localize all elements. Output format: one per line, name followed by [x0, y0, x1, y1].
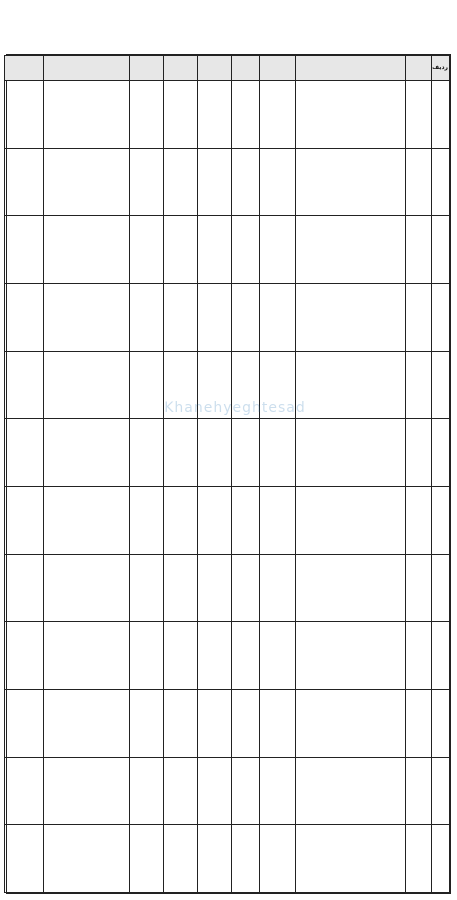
table-cell [260, 283, 296, 351]
table-cell [406, 622, 432, 690]
table-cell [44, 622, 130, 690]
table-cell [406, 148, 432, 216]
cell-text [165, 150, 196, 215]
cell-text [131, 82, 162, 147]
table-cell [198, 622, 232, 690]
table-cell [198, 81, 232, 149]
cell-text [131, 420, 162, 485]
table-cell [130, 283, 164, 351]
cell-text [407, 759, 430, 824]
cell-text [407, 82, 430, 147]
cell-text [261, 150, 294, 215]
column-header [198, 56, 232, 81]
table-cell [130, 81, 164, 149]
table-cell [296, 283, 406, 351]
table-cell [232, 757, 260, 825]
table-cell [130, 689, 164, 757]
cell-text [165, 217, 196, 282]
cell-text [433, 150, 448, 215]
table-cell [44, 81, 130, 149]
cell-text [45, 82, 128, 147]
cell-text [6, 82, 42, 147]
cell-text [261, 217, 294, 282]
table-row [5, 689, 450, 757]
cell-text [433, 759, 448, 824]
table-row [5, 486, 450, 554]
cell-text [407, 488, 430, 553]
table-cell [44, 825, 130, 893]
table-cell [432, 283, 450, 351]
table-cell [44, 419, 130, 487]
cell-text [297, 353, 404, 418]
table-cell [260, 689, 296, 757]
cell-text [45, 623, 128, 688]
table-cell [432, 148, 450, 216]
cell-text [131, 150, 162, 215]
table-cell [406, 419, 432, 487]
table-cell [232, 622, 260, 690]
cell-text [199, 488, 230, 553]
cell-text [131, 285, 162, 350]
table-cell [44, 689, 130, 757]
cell-text [6, 353, 42, 418]
table-cell [198, 486, 232, 554]
table-cell [232, 554, 260, 622]
cell-text [165, 285, 196, 350]
cell-text [6, 759, 42, 824]
cell-text [45, 691, 128, 756]
table-cell [406, 81, 432, 149]
cell-text [261, 623, 294, 688]
cell-text [199, 623, 230, 688]
cell-text [261, 826, 294, 891]
cell-text [233, 623, 258, 688]
cell-text [131, 556, 162, 621]
table-cell [432, 757, 450, 825]
table-cell [5, 689, 44, 757]
cell-text [297, 82, 404, 147]
cell-text [261, 420, 294, 485]
cell-text [165, 826, 196, 891]
cell-text [199, 217, 230, 282]
table-cell [296, 486, 406, 554]
cell-text [233, 826, 258, 891]
column-header: ردیف [432, 56, 450, 81]
cell-text [6, 150, 42, 215]
watermark-latin: Khanehyeghtesad [164, 400, 306, 416]
table-cell [432, 689, 450, 757]
table-cell [198, 419, 232, 487]
cell-text [165, 353, 196, 418]
cell-text [407, 623, 430, 688]
table-cell [5, 81, 44, 149]
cell-text [165, 420, 196, 485]
table-cell [432, 825, 450, 893]
document-subtitle-1 [0, 14, 457, 23]
table-row [5, 825, 450, 893]
cell-text [131, 759, 162, 824]
table-cell [5, 148, 44, 216]
table-cell [164, 486, 198, 554]
table-cell [406, 757, 432, 825]
cell-text [199, 556, 230, 621]
cell-text [261, 353, 294, 418]
table-cell [130, 486, 164, 554]
cell-text [233, 285, 258, 350]
cell-text [433, 691, 448, 756]
cell-text [261, 488, 294, 553]
table-cell [198, 283, 232, 351]
cell-text [45, 826, 128, 891]
cell-text [433, 556, 448, 621]
table-cell [260, 216, 296, 284]
cell-text [261, 556, 294, 621]
cell-text [233, 420, 258, 485]
cell-text [6, 285, 42, 350]
cell-text [131, 826, 162, 891]
table-row [5, 419, 450, 487]
column-header [130, 56, 164, 81]
document-title [0, 4, 457, 14]
table-cell [232, 825, 260, 893]
table-cell [260, 757, 296, 825]
table-cell [432, 81, 450, 149]
table-cell [198, 148, 232, 216]
table-cell [296, 351, 406, 419]
cell-text [297, 759, 404, 824]
table-cell [232, 689, 260, 757]
table-cell [44, 283, 130, 351]
table-cell [260, 81, 296, 149]
table-cell [44, 351, 130, 419]
cell-text [407, 420, 430, 485]
table-cell [130, 757, 164, 825]
cell-text [45, 353, 128, 418]
cell-text [407, 150, 430, 215]
table-cell [296, 689, 406, 757]
table-cell [5, 757, 44, 825]
table-cell [232, 81, 260, 149]
document-subtitle-2 [0, 23, 457, 32]
table-row [5, 216, 450, 284]
cell-text [297, 150, 404, 215]
table-row [5, 622, 450, 690]
column-header [296, 56, 406, 81]
cell-text [165, 759, 196, 824]
table-cell [260, 148, 296, 216]
cell-text [199, 150, 230, 215]
cell-text [433, 82, 448, 147]
column-header [44, 56, 130, 81]
table-cell [406, 554, 432, 622]
table-row [5, 554, 450, 622]
cell-text [6, 217, 42, 282]
cell-text [297, 826, 404, 891]
table-row [5, 757, 450, 825]
cell-text [131, 353, 162, 418]
table-cell [232, 351, 260, 419]
table-cell [296, 757, 406, 825]
cell-text [297, 217, 404, 282]
cell-text [433, 826, 448, 891]
cell-text [433, 285, 448, 350]
table-cell [164, 757, 198, 825]
cell-text [199, 759, 230, 824]
table-cell [44, 148, 130, 216]
table-cell [198, 351, 232, 419]
table-cell [5, 825, 44, 893]
cell-text [165, 623, 196, 688]
table-cell [260, 825, 296, 893]
cell-text [261, 285, 294, 350]
table-cell [260, 419, 296, 487]
table-cell [5, 419, 44, 487]
table-cell [232, 148, 260, 216]
table-cell [296, 554, 406, 622]
cell-text [199, 82, 230, 147]
cell-text [233, 217, 258, 282]
cell-text [233, 691, 258, 756]
table-row [5, 351, 450, 419]
table-cell [164, 216, 198, 284]
cell-text [165, 556, 196, 621]
table-cell [406, 486, 432, 554]
cell-text [199, 826, 230, 891]
cell-text [131, 691, 162, 756]
cell-text [297, 420, 404, 485]
table-cell [5, 486, 44, 554]
cell-text [433, 623, 448, 688]
cell-text [45, 759, 128, 824]
cell-text [407, 691, 430, 756]
table-cell [406, 351, 432, 419]
table-cell [5, 554, 44, 622]
table-cell [44, 486, 130, 554]
table-cell [260, 486, 296, 554]
table-cell [198, 216, 232, 284]
table-cell [406, 283, 432, 351]
table-cell [130, 554, 164, 622]
table-cell [164, 825, 198, 893]
table-cell [164, 689, 198, 757]
table-cell [44, 757, 130, 825]
table-header-row [5, 56, 450, 81]
table-cell [232, 486, 260, 554]
table-cell [44, 216, 130, 284]
cell-text [407, 826, 430, 891]
column-header [406, 56, 432, 81]
table-cell [164, 148, 198, 216]
table-row [5, 283, 450, 351]
table-header [5, 56, 450, 81]
table-cell [130, 825, 164, 893]
cell-text [297, 623, 404, 688]
cell-text [45, 217, 128, 282]
table-cell [406, 689, 432, 757]
table-cell [432, 351, 450, 419]
cell-text [165, 691, 196, 756]
table-cell [260, 351, 296, 419]
table-cell [296, 216, 406, 284]
cell-text [199, 691, 230, 756]
table-cell [44, 554, 130, 622]
table-cell [198, 689, 232, 757]
cell-text [233, 82, 258, 147]
table-cell [432, 554, 450, 622]
table-cell [198, 757, 232, 825]
table-cell [232, 283, 260, 351]
cell-text [233, 353, 258, 418]
cell-text [433, 217, 448, 282]
cell-text [165, 488, 196, 553]
table-cell [198, 825, 232, 893]
cell-text [131, 623, 162, 688]
cell-text [407, 353, 430, 418]
table-cell [406, 216, 432, 284]
cell-text [131, 217, 162, 282]
cell-text [233, 150, 258, 215]
table-cell [406, 825, 432, 893]
document-header [0, 0, 457, 50]
cell-text [199, 285, 230, 350]
cell-text [6, 691, 42, 756]
table-cell [296, 81, 406, 149]
table-cell [130, 622, 164, 690]
table-body [5, 81, 450, 893]
table-cell [5, 622, 44, 690]
cell-text [297, 488, 404, 553]
cell-text [407, 217, 430, 282]
cell-text [45, 285, 128, 350]
cell-text [297, 691, 404, 756]
document-note [6, 36, 451, 50]
cell-text [45, 556, 128, 621]
cell-text [297, 285, 404, 350]
cell-text [261, 759, 294, 824]
cell-text [6, 420, 42, 485]
table-cell [232, 419, 260, 487]
table-cell [5, 283, 44, 351]
cell-text [407, 556, 430, 621]
table-cell [296, 148, 406, 216]
table-cell [296, 825, 406, 893]
table-cell [296, 419, 406, 487]
table-cell [198, 554, 232, 622]
table-cell [164, 351, 198, 419]
table-cell [432, 419, 450, 487]
table-cell [260, 622, 296, 690]
cell-text [6, 826, 42, 891]
table-cell [5, 216, 44, 284]
cell-text [261, 691, 294, 756]
cell-text [165, 82, 196, 147]
table-cell [232, 216, 260, 284]
table-cell [164, 554, 198, 622]
cell-text [407, 285, 430, 350]
cell-text [433, 488, 448, 553]
table-cell [432, 216, 450, 284]
cell-text [233, 488, 258, 553]
table-cell [164, 81, 198, 149]
cell-text [6, 556, 42, 621]
table-cell [432, 486, 450, 554]
cell-text [261, 82, 294, 147]
table-cell [164, 622, 198, 690]
column-header [232, 56, 260, 81]
table-row [5, 148, 450, 216]
cell-text [131, 488, 162, 553]
cell-text [199, 420, 230, 485]
cell-text [6, 623, 42, 688]
cell-text [233, 556, 258, 621]
column-header [164, 56, 198, 81]
table-cell [130, 216, 164, 284]
cell-text [6, 488, 42, 553]
table-cell [130, 351, 164, 419]
cell-text [45, 420, 128, 485]
column-header [260, 56, 296, 81]
table-cell [260, 554, 296, 622]
table-cell [432, 622, 450, 690]
table-cell [5, 351, 44, 419]
cell-text [433, 353, 448, 418]
table-cell [164, 419, 198, 487]
table-cell [130, 148, 164, 216]
table-cell [164, 283, 198, 351]
table-cell [296, 622, 406, 690]
cell-text [433, 420, 448, 485]
table-row [5, 81, 450, 149]
cell-text [45, 488, 128, 553]
cell-text [297, 556, 404, 621]
table-cell [130, 419, 164, 487]
cell-text [45, 150, 128, 215]
column-header [5, 56, 44, 81]
listing-table [6, 54, 451, 894]
cell-text [233, 759, 258, 824]
cell-text [199, 353, 230, 418]
